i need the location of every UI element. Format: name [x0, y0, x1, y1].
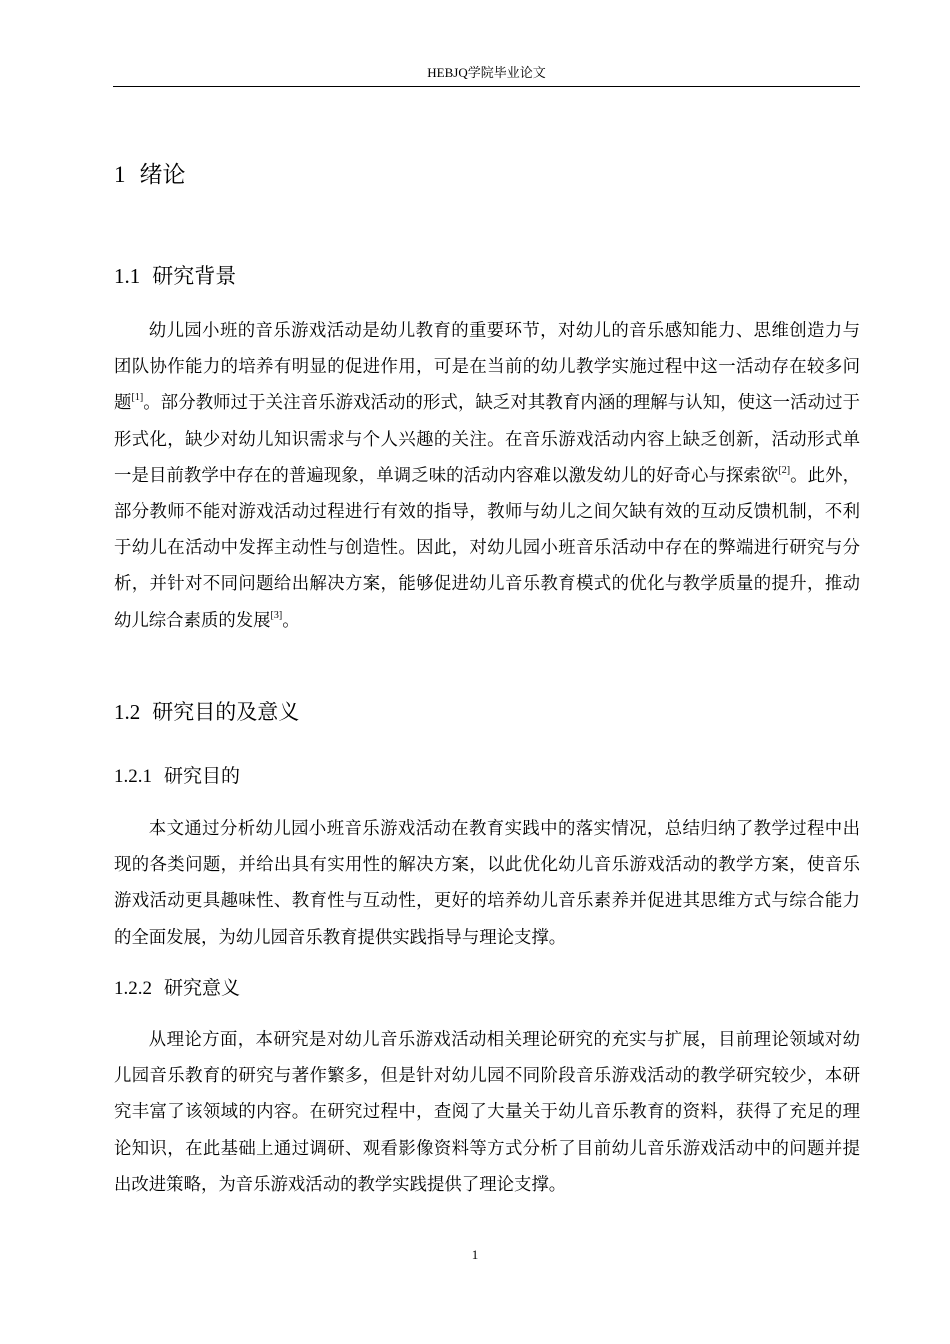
citation-ref: [3]: [270, 609, 283, 621]
header-divider: [113, 86, 860, 87]
background-paragraph: [114, 313, 860, 639]
subsection-heading-1-2-1: [114, 761, 240, 792]
chapter-title: 绪论: [139, 162, 186, 188]
subsection-number: 1.2.2: [114, 978, 152, 999]
section-heading-1-2: [114, 696, 299, 728]
subsection-heading-1-2-2: [114, 973, 240, 1004]
chapter-heading: [114, 158, 186, 192]
paragraph-text: 幼儿园小班的音乐游戏活动是幼儿教育的重要环节，对幼儿的音乐感知能力、思维创造力与团队协作能力的培养有明显的促进作用，可是在当前的幼儿教学实施过程中这一活动存在较多问题: [114, 321, 860, 414]
section-number: 1.1: [114, 264, 141, 288]
paragraph-text: 。此外，部分教师不能对游戏活动过程进行有效的指导，教师与幼儿之间欠缺有效的互动反馈机制，不利于幼儿在活动中发挥主动性与创造性。因此，对幼儿园小班音乐活动中存在的弊端进行研究与分析，并针对不同问题给出解决方案，能够促进幼儿音乐教育模式的优化与教学质量的提升，推动幼儿综合素质的发展: [114, 465, 860, 631]
purpose-paragraph: 本文通过分析幼儿园小班音乐游戏活动在教育实践中的落实情况，总结归纳了教学过程中出现的各类问题，并给出具有实用性的解决方案，以此优化幼儿音乐游戏活动的教学方案，使音乐游戏活动更具趣味性、教育性与互动性，更好的培养幼儿音乐素养并促进其思维方式与综合能力的全面发展，为幼儿园音乐教育提供实践指导与理论支撑。: [114, 819, 860, 948]
section-heading-1-1: [114, 260, 236, 292]
subsection-title: 研究意义: [164, 977, 241, 999]
significance-paragraph: 从理论方面，本研究是对幼儿音乐游戏活动相关理论研究的充实与扩展，目前理论领域对幼儿园音乐教育的研究与著作繁多，但是针对幼儿园不同阶段音乐游戏活动的教学研究较少，本研究丰富了该领域的内容。在研究过程中，查阅了大量关于幼儿音乐教育的资料，获得了充足的理论知识，在此基础上通过调研、观看影像资料等方式分析了目前幼儿音乐游戏活动中的问题并提出改进策略，为音乐游戏活动的教学实践提供了理论支撑。: [114, 1030, 860, 1195]
subsection-number: 1.2.1: [114, 766, 152, 787]
citation-ref: [2]: [778, 464, 791, 476]
chapter-number: 1: [114, 162, 126, 187]
section-number: 1.2: [114, 700, 141, 724]
section-title: 研究背景: [152, 264, 237, 288]
section-title: 研究目的及意义: [152, 700, 300, 724]
citation-ref: [1]: [131, 392, 144, 404]
paragraph-text: 。部分教师过于关注音乐游戏活动的形式，缺乏对其教育内涵的理解与认知，使这一活动过于形式化，缺少对幼儿知识需求与个人兴趣的关注。在音乐游戏活动内容上缺乏创新，活动形式单一是目前教学中存在的普遍现象，单调乏味的活动内容难以激发幼儿的好奇心与探索欲: [114, 393, 860, 486]
running-header: HEBJQ学院毕业论文: [427, 65, 546, 80]
paragraph-text: 。: [282, 610, 300, 631]
page-number: 1: [471, 1247, 479, 1262]
subsection-title: 研究目的: [164, 765, 241, 787]
